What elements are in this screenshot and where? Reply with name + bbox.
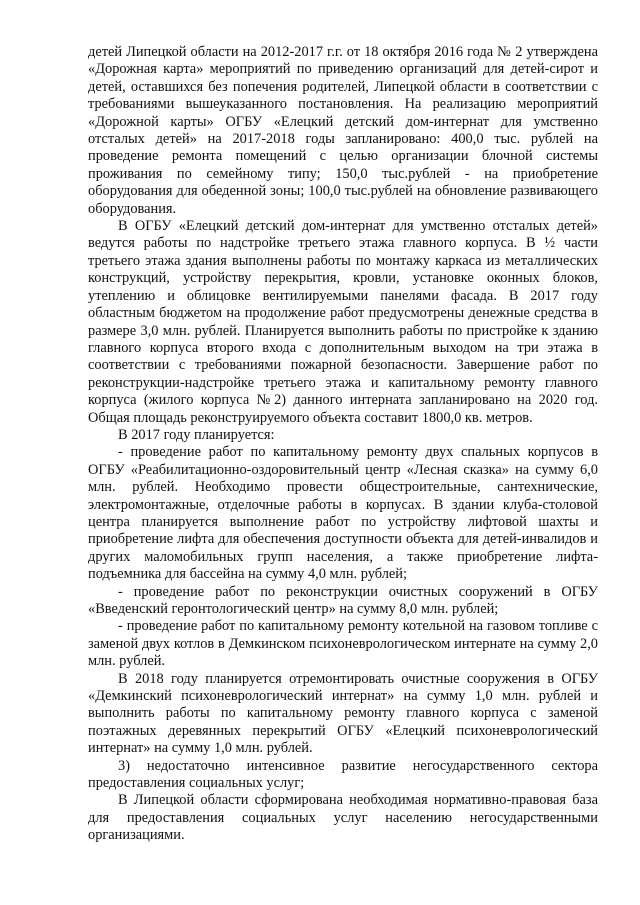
paragraph-point-3: 3) недостаточно интенсивное развитие негосударственного сектора предоставления социальных услуг; — [88, 757, 598, 792]
paragraph-plans-2018: В 2018 году планируется отремонтировать очистные сооружения в ОГБУ «Демкинский психоневрологический интернат» на сумму 1,0 млн. рублей и выполнить работы по капитальному ремонту главного корпуса с заменой поэтажных деревянных перекрытий ОГБУ «Елецкий психоневрологический интернат» на сумму 1,0 млн. рублей. — [88, 670, 598, 757]
paragraph-plans-2017-heading: В 2017 году планируется: — [118, 426, 275, 443]
paragraph-yelets-reconstruction: В ОГБУ «Елецкий детский дом-интернат для умственно отсталых детей» ведутся работы по надстройке третьего этажа главного корпуса. В ½ части третьего этажа здания выполнены работы по монтажу каркаса из металлических конструкций, устройству перекрытия, кровли, установке оконных блоков, утеплению и облицовке вентилируемыми панелями фасада. В 2017 году областным бюджетом на продолжение работ предусмотрены денежные средства в размере 3,0 млн. рублей. Планируется выполнить работы по пристройке к зданию главного корпуса второго входа с дополнительным выходом на три этажа в соответствии с требованиями пожарной безопасности. Завершение работ по реконструкции-надстройке третьего этажа и капитальному ремонту главного корпуса (жилого корпуса №2) данного интерната запланировано на 2020 год. Общая площадь реконструируемого объекта составит 1800,0 кв. метров. — [88, 218, 598, 426]
paragraph-roadmap: детей Липецкой области на 2012-2017 г.г. от 18 октября 2016 года № 2 утверждена «Дорожная карта» мероприятий по приведению организаций для детей-сирот и детей, оставшихся без попечения родителей, Липецкой области в соответствии с требованиями вышеуказанного постановления. На реализацию мероприятий «Дорожной карты» ОГБУ «Елецкий детский дом-интернат для умственно отсталых детей» на 2017-2018 годы запланировано: 400,0 тыс. рублей на проведение ремонта помещений с целью организации блочной системы проживания по семейному типу; 150,0 тыс.рублей - на приобретение оборудования для обеденной зоны; 100,0 тыс.рублей на обновление развивающего оборудования. — [88, 44, 598, 217]
paragraph-lesnaya-skazka: - проведение работ по капитальному ремонту двух спальных корпусов в ОГБУ «Реабилитационно-оздоровительный центр «Лесная сказка» на сумму 6,0 млн. рублей. Необходимо провести общестроительные, сантехнические, электромонтажные, отделочные работы в корпусах. В здании клуба-столовой центра планируется выполнение работ по устройству лифтовой шахты и приобретение лифта для обеспечения доступности объекта для детей-инвалидов и других маломобильных групп населения, а также приобретение лифта-подъемника для бассейна на сумму 4,0 млн. рублей; — [88, 444, 598, 583]
document-page — [88, 44, 598, 845]
paragraph-legal-base: В Липецкой области сформирована необходимая нормативно-правовая база для предоставления социальных услуг населению негосударственными организациями. — [88, 792, 598, 844]
paragraph-demkino-boiler: - проведение работ по капитальному ремонту котельной на газовом топливе с заменой двух котлов в Демкинском психоневрологическом интернате на сумму 2,0 млн. рублей. — [88, 618, 598, 670]
paragraph-vvedensky-center: - проведение работ по реконструкции очистных сооружений в ОГБУ «Введенский геронтологический центр» на сумму 8,0 млн. рублей; — [88, 583, 598, 617]
